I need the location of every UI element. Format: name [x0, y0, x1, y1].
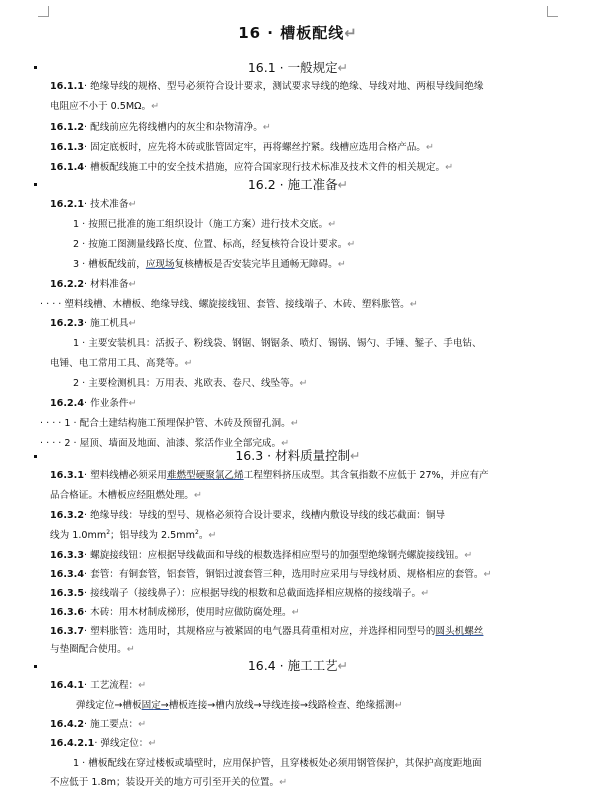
- page-corner-mark: [38, 6, 49, 17]
- text-line: · · · · 塑料线槽、木槽板、绝缘导线、螺旋接线钮、套管、接线端子、木砖、塑料胀管。↵: [40, 299, 418, 310]
- text-line: 16.3.3· 螺旋接线钮：应根据导线截面和导线的根数选择相应型号的加强型绝缘钢壳螺旋接线钮。↵: [50, 550, 473, 561]
- text-line: 16.1.1· 绝缘导线的规格、型号必须符合设计要求，测试要求导线的绝缘、导线对地、两根导线间绝缘: [50, 81, 484, 92]
- text-line: 16.1.2· 配线前应先将线槽内的灰尘和杂物清净。↵: [50, 122, 271, 133]
- text-line: 16.1.4· 槽板配线施工中的安全技术措施，应符合国家现行技术标准及技术文件的相关规定。↵: [50, 162, 454, 173]
- text-line: 16.4.2.1· 弹线定位：↵: [50, 738, 157, 749]
- text-line: 1 · 主要安装机具：活扳子、粉线袋、钢锯、钢锯条、喷灯、锡锅、锡勺、手锤、錾子、手电钻、: [73, 338, 482, 349]
- text-line: 2 · 主要检测机具：万用表、兆欧表、卷尺、线坠等。↵: [73, 378, 308, 389]
- text-line: 16.1.3· 固定底板时，应先将木砖或胀管固定牢，再将螺丝拧紧。线槽应选用合格产品。↵: [50, 142, 434, 153]
- chapter-title: 16 · 槽板配线↵: [238, 24, 358, 42]
- text-line: 16.4.2· 施工要点：↵: [50, 719, 147, 730]
- section-heading: 16.2 · 施工准备↵: [247, 177, 349, 192]
- text-line: 16.3.7· 塑料胀管：选用时，其规格应与被紧固的电气器具荷重相对应，并选择相同型号的圆头机螺丝: [50, 626, 484, 637]
- section-heading: 16.1 · 一般规定↵: [247, 60, 349, 75]
- text-line: · · · · 2 · 屋顶、墙面及地面、油漆、浆活作业全部完成。↵: [40, 438, 290, 449]
- text-line: 3 · 槽板配线前，应现场复核槽板是否安装完毕且通畅无障碍。↵: [73, 259, 346, 270]
- text-line: 线为 $1.0mm^2$；铝导线为 $2.5mm^2$。↵: [50, 528, 217, 541]
- text-line: 16.3.5· 接线端子（接线鼻子）：应根据导线的根数和总截面选择相应规格的接线端子。↵: [50, 588, 430, 599]
- text-line: 1 · 槽板配线在穿过楼板或墙壁时，应用保护管，且穿楼板处必须用钢管保护，其保护高度距地面: [73, 758, 482, 769]
- text-line: 16.3.1· 塑料线槽必须采用难燃型硬聚氯乙烯工程塑料挤压成型。其含氧指数不应低于 27%，并应有产: [50, 470, 489, 481]
- text-line: 弹线定位→槽板固定→槽板连接→槽内放线→导线连接→线路检查、绝缘摇测↵: [76, 700, 403, 711]
- text-line: 16.2.1· 技术准备↵: [50, 199, 137, 210]
- text-line: 16.2.3· 施工机具↵: [50, 318, 137, 329]
- text-line: · · · · 1 · 配合土建结构施工预埋保护管、木砖及预留孔洞。↵: [40, 418, 299, 429]
- text-line: 16.3.6· 木砖：用木材制成梯形，使用时应做防腐处理。↵: [50, 607, 300, 618]
- text-line: 2 · 按施工图测量线路长度、位置、标高，经复核符合设计要求。↵: [73, 239, 356, 250]
- text-line: 电阻应不小于 0.5MΩ。↵: [50, 101, 160, 112]
- page-corner-mark: [547, 6, 558, 17]
- text-line: 16.3.2· 绝缘导线：导线的型号、规格必须符合设计要求，线槽内敷设导线的线芯截面：铜导: [50, 510, 446, 521]
- section-heading: 16.4 · 施工工艺↵: [247, 658, 349, 673]
- text-line: 1 · 按照已批准的施工组织设计（施工方案）进行技术交底。↵: [73, 219, 337, 230]
- text-line: 品合格证。木槽板应经阻燃处理。↵: [50, 490, 202, 501]
- text-line: 16.3.4· 套管：有铜套管，铝套管，铜铝过渡套管三种，选用时应采用与导线材质、规格相应的套管。↵: [50, 569, 492, 580]
- text-line: 电锤、电工常用工具、高凳等。↵: [50, 358, 193, 369]
- text-line: 16.2.2· 材料准备↵: [50, 279, 137, 290]
- text-line: 16.2.4· 作业条件↵: [50, 398, 137, 409]
- text-line: 16.4.1· 工艺流程：↵: [50, 680, 147, 691]
- section-heading: 16.3 · 材料质量控制↵: [235, 448, 361, 463]
- text-line: 不应低于 1.8m；装设开关的地方可引至开关的位置。↵: [50, 777, 288, 788]
- text-line: 与垫圈配合使用。↵: [50, 644, 135, 655]
